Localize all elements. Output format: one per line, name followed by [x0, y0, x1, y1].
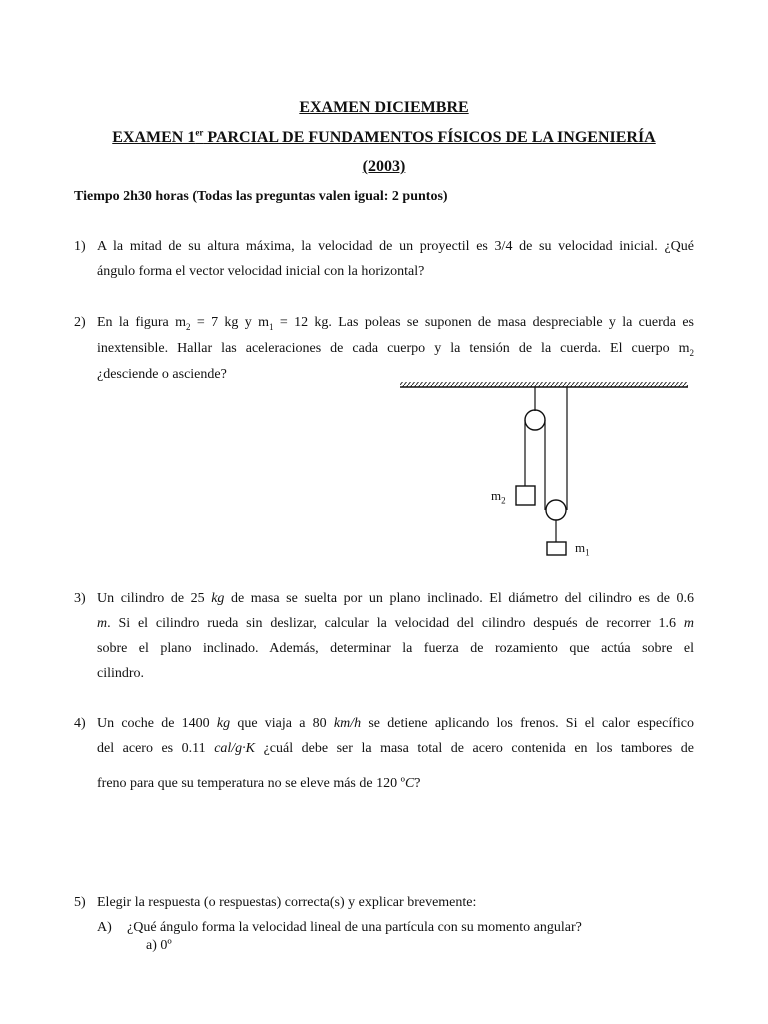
- q4-line-1: Un coche de 1400 kg que viaja a 80 km/h se detiene aplicando los frenos. Si el calor específico: [97, 716, 694, 731]
- q4-line-2: del acero es 0.11 cal/g·K ¿cuál debe ser la masa total de acero contenida en los tambores de: [97, 741, 694, 756]
- q4-line-3: freno para que su temperatura no se eleve más de 120 ºC?: [97, 776, 421, 791]
- q5-line-1: Elegir la respuesta (o respuestas) correcta(s) y explicar brevemente:: [97, 895, 477, 910]
- q2-line-1: En la figura $m_2 = 7$ kg y $m_1 = 12$ kg. Las poleas se suponen de masa despreciable y la cuerda es: [97, 315, 694, 332]
- q5-a-text: ¿Qué ángulo forma la velocidad lineal de una partícula con su momento angular?: [127, 920, 582, 935]
- q2-line-2: inextensible. Hallar las aceleraciones de cada cuerpo y la tensión de la cuerda. El cuerpo $m_2$: [97, 341, 694, 358]
- q3-number: 3): [74, 591, 86, 606]
- mass-m1-block: [547, 542, 566, 555]
- q3-line-4: cilindro.: [97, 666, 145, 681]
- q3-line-1: Un cilindro de 25 kg de masa se suelta por un plano inclinado. El diámetro del cilindro es de 0.6: [97, 591, 695, 606]
- fixed-pulley: [525, 410, 545, 430]
- exam-year: (2003): [362, 158, 406, 175]
- q3-line-3: sobre el plano inclinado. Además, determinar la fuerza de rozamiento que actúa sobre el: [97, 641, 694, 656]
- mass-m2-block: [516, 486, 535, 505]
- q1-line-1: A la mitad de su altura máxima, la velocidad de un proyectil es 3/4 de su velocidad inicial. ¿Qué: [97, 239, 694, 254]
- label-m1: $m_1$: [575, 540, 590, 558]
- q5-number: 5): [74, 895, 86, 910]
- q4-number: 4): [74, 716, 86, 731]
- q5-a-label: A): [97, 920, 112, 935]
- time-note: Tiempo 2h30 horas (Todas las preguntas valen igual: 2 puntos): [74, 189, 448, 204]
- q2-line-3: ¿desciende o asciende?: [97, 367, 227, 382]
- q1-line-2: ángulo forma el vector velocidad inicial con la horizontal?: [97, 264, 425, 279]
- exam-title: EXAMEN DICIEMBRE: [299, 99, 469, 116]
- q2-number: 2): [74, 315, 86, 330]
- q3-line-2: m. Si el cilindro rueda sin deslizar, calcular la velocidad del cilindro después de recorrer 1.6 m: [97, 616, 694, 631]
- movable-pulley: [546, 500, 566, 520]
- q1-number: 1): [74, 239, 86, 254]
- exam-subtitle: EXAMEN 1er PARCIAL DE FUNDAMENTOS FÍSICOS DE LA INGENIERÍA: [112, 127, 656, 146]
- q5-option-a: a) 0º: [146, 938, 172, 953]
- label-m2: $m_2$: [491, 488, 506, 506]
